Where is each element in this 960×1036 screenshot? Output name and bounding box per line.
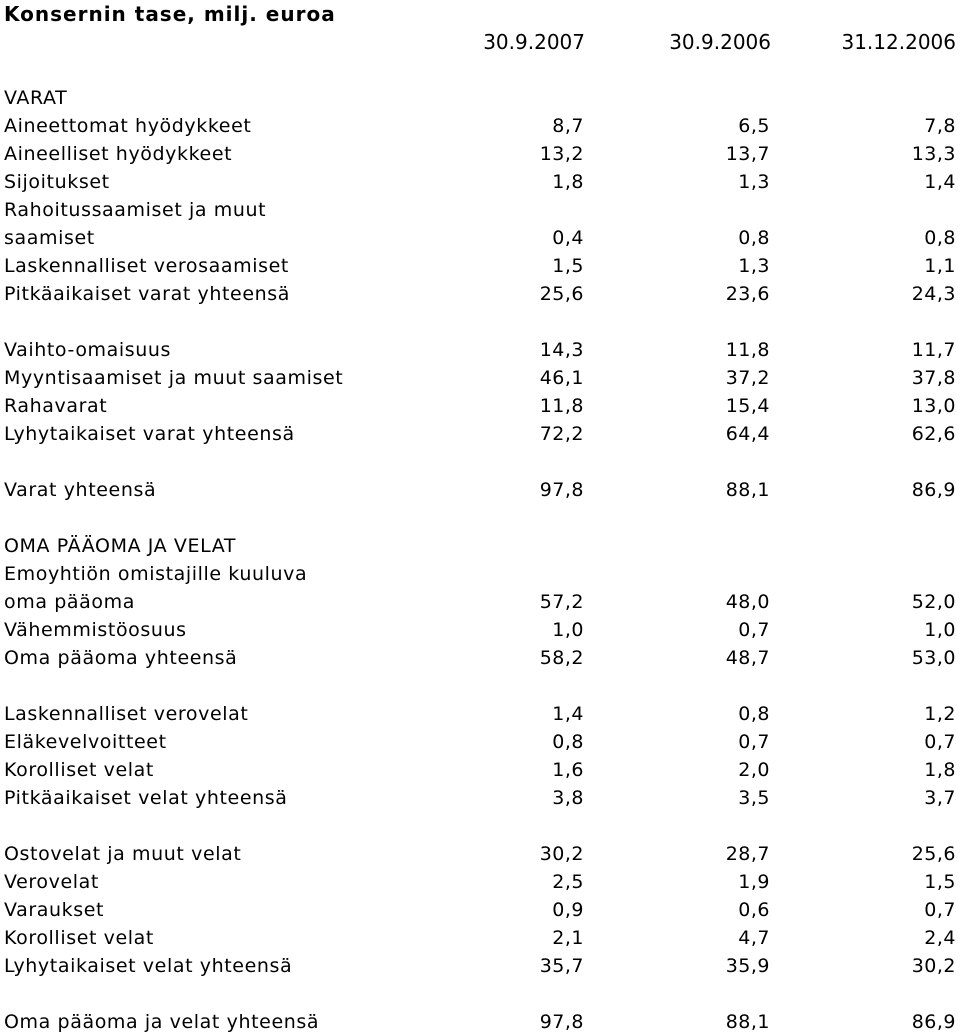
row-value-col-2: 88,1 [725,1011,770,1033]
row-value-col-2: 48,7 [725,647,770,669]
table-row [0,924,960,952]
table-row [0,560,960,588]
table-row [0,840,960,868]
row-value-col-2: 4,7 [738,927,770,949]
row-value-col-3: 24,3 [911,283,956,305]
row-value-col-2: 64,4 [725,423,770,445]
row-label: Laskennalliset verosaamiset [4,255,289,277]
row-value-col-1: 0,8 [552,731,584,753]
row-value-col-1: 30,2 [539,843,584,865]
row-value-col-3: 13,3 [911,143,956,165]
row-value-col-3: 86,9 [911,1011,956,1033]
row-label: Vaihto-omaisuus [4,339,172,361]
table-row [0,336,960,364]
row-value-col-1: 14,3 [539,339,584,361]
row-value-col-3: 25,6 [911,843,956,865]
row-value-col-3: 7,8 [924,115,956,137]
table-row [0,868,960,896]
row-value-col-1: 1,0 [552,619,584,641]
row-value-col-2: 37,2 [725,367,770,389]
row-value-col-1: 97,8 [539,479,584,501]
table-row [0,140,960,168]
row-label: Laskennalliset verovelat [4,703,249,725]
table-row [0,532,960,560]
row-value-col-3: 1,0 [924,619,956,641]
row-label: Eläkevelvoitteet [4,731,167,753]
table-row [0,588,960,616]
row-value-col-1: 46,1 [539,367,584,389]
table-row [0,952,960,980]
row-value-col-1: 1,8 [552,171,584,193]
row-label: Korolliset velat [4,927,154,949]
row-value-col-1: 2,1 [552,927,584,949]
table-row [0,756,960,784]
row-value-col-2: 0,8 [738,227,770,249]
column-header-1: 30.9.2007 [483,30,585,54]
row-value-col-2: 11,8 [725,339,770,361]
row-value-col-1: 1,4 [552,703,584,725]
row-label: oma pääoma [4,591,135,613]
row-label: Korolliset velat [4,759,154,781]
row-label: Rahavarat [4,395,108,417]
row-label: Pitkäaikaiset varat yhteensä [4,283,291,305]
row-label: Varat yhteensä [4,479,157,501]
table-row [0,112,960,140]
row-label: Lyhytaikaiset velat yhteensä [4,955,293,977]
table-row [0,728,960,756]
table-row [0,252,960,280]
row-label: Emoyhtiön omistajille kuuluva [4,563,308,585]
row-value-col-2: 15,4 [725,395,770,417]
table-row [0,784,960,812]
row-value-col-3: 11,7 [911,339,956,361]
row-value-col-3: 1,8 [924,759,956,781]
row-value-col-3: 30,2 [911,955,956,977]
row-value-col-1: 57,2 [539,591,584,613]
table-row [0,644,960,672]
table-row [0,280,960,308]
row-value-col-2: 35,9 [725,955,770,977]
table-row [0,420,960,448]
row-value-col-1: 35,7 [539,955,584,977]
row-value-col-1: 2,5 [552,871,584,893]
row-value-col-3: 1,4 [924,171,956,193]
row-value-col-2: 0,6 [738,899,770,921]
row-label: Oma pääoma yhteensä [4,647,238,669]
row-value-col-3: 86,9 [911,479,956,501]
row-value-col-1: 11,8 [539,395,584,417]
page-title: Konsernin tase, milj. euroa [4,2,336,26]
row-value-col-3: 53,0 [911,647,956,669]
row-label: Pitkäaikaiset velat yhteensä [4,787,288,809]
row-value-col-3: 1,5 [924,871,956,893]
row-label: Vähemmistöosuus [4,619,187,641]
row-value-col-2: 1,3 [738,171,770,193]
row-value-col-3: 62,6 [911,423,956,445]
row-label: Varaukset [4,899,105,921]
table-row [0,392,960,420]
row-value-col-3: 0,8 [924,227,956,249]
row-value-col-2: 0,7 [738,619,770,641]
table-row [0,168,960,196]
row-value-col-2: 88,1 [725,479,770,501]
row-label: Aineettomat hyödykkeet [4,115,252,137]
row-value-col-1: 97,8 [539,1011,584,1033]
row-value-col-2: 1,3 [738,255,770,277]
row-value-col-2: 0,7 [738,731,770,753]
row-value-col-2: 1,9 [738,871,770,893]
row-value-col-1: 13,2 [539,143,584,165]
row-label: VARAT [4,87,68,109]
row-label: Oma pääoma ja velat yhteensä [4,1011,320,1033]
row-value-col-3: 52,0 [911,591,956,613]
row-label: Ostovelat ja muut velat [4,843,242,865]
row-value-col-3: 0,7 [924,899,956,921]
row-label: Verovelat [4,871,99,893]
row-label: Sijoitukset [4,171,110,193]
row-value-col-2: 6,5 [738,115,770,137]
column-header-2: 30.9.2006 [669,30,771,54]
row-value-col-1: 1,5 [552,255,584,277]
row-value-col-1: 1,6 [552,759,584,781]
row-value-col-2: 0,8 [738,703,770,725]
row-value-col-1: 0,9 [552,899,584,921]
row-value-col-3: 0,7 [924,731,956,753]
table-row [0,224,960,252]
row-label: Aineelliset hyödykkeet [4,143,233,165]
row-value-col-2: 23,6 [725,283,770,305]
row-label: OMA PÄÄOMA JA VELAT [4,535,237,557]
row-value-col-1: 8,7 [552,115,584,137]
row-value-col-2: 48,0 [725,591,770,613]
table-row [0,364,960,392]
row-label: Rahoitussaamiset ja muut [4,199,267,221]
column-header-3: 31.12.2006 [841,30,956,54]
row-value-col-3: 3,7 [924,787,956,809]
row-value-col-2: 28,7 [725,843,770,865]
table-row [0,196,960,224]
table-row [0,896,960,924]
row-label: Lyhytaikaiset varat yhteensä [4,423,295,445]
table-row [0,84,960,112]
row-label: saamiset [4,227,95,249]
row-value-col-2: 13,7 [725,143,770,165]
row-value-col-1: 0,4 [552,227,584,249]
row-value-col-3: 13,0 [911,395,956,417]
row-value-col-1: 3,8 [552,787,584,809]
row-value-col-3: 2,4 [924,927,956,949]
row-value-col-3: 1,2 [924,703,956,725]
table-row [0,476,960,504]
row-value-col-2: 2,0 [738,759,770,781]
table-row [0,616,960,644]
row-label: Myyntisaamiset ja muut saamiset [4,367,344,389]
row-value-col-2: 3,5 [738,787,770,809]
row-value-col-1: 58,2 [539,647,584,669]
table-row [0,1008,960,1036]
row-value-col-1: 25,6 [539,283,584,305]
row-value-col-3: 37,8 [911,367,956,389]
row-value-col-3: 1,1 [924,255,956,277]
table-row [0,700,960,728]
row-value-col-1: 72,2 [539,423,584,445]
